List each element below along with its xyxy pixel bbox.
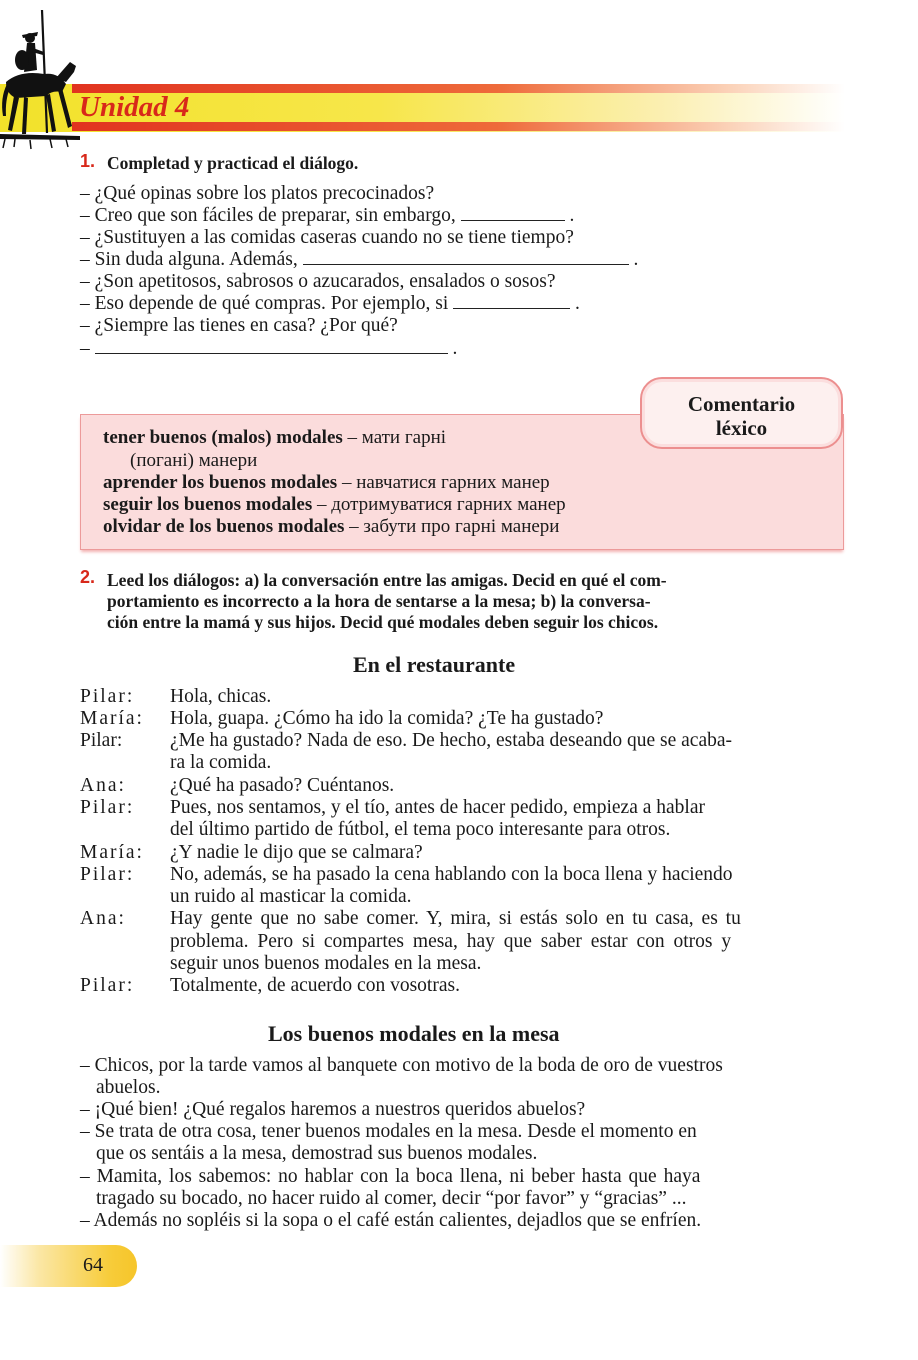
dialogue-line: – Chicos, por la tarde vamos al banquete con motivo de la boda de oro de vuestros: [80, 1055, 723, 1076]
exercise-title: Completad y practicad el diálogo.: [107, 153, 359, 173]
badge-line: léxico: [715, 416, 768, 440]
exercise-instruction-line: portamiento es incorrecto a la hora de sentarse a la mesa; b) la conversa-: [107, 591, 651, 611]
badge-line: Comentario: [687, 392, 796, 416]
lexical-entry: olvidar de los buenos modales – забути про гарні манери: [103, 516, 560, 537]
section-title: Los buenos modales en la mesa: [268, 1021, 560, 1046]
dialogue-text: ¿Me ha gustado? Nada de eso. De hecho, estaba deseando que se acaba-: [170, 730, 732, 751]
dialogue-text: problema. Pero si compartes mesa, hay que saber estar con otros y: [170, 931, 732, 952]
dialogue-line: – ¿Son apetitosos, sabrosos o azucarados, ensalados o sosos?: [80, 271, 556, 292]
speaker-name: Pilar:: [80, 975, 135, 996]
dialogue-line: abuelos.: [96, 1077, 161, 1098]
dialogue-text: Hola, chicas.: [170, 686, 272, 707]
dialogue-line: – Creo que son fáciles de preparar, sin embargo, .: [80, 205, 575, 226]
fill-in-blank[interactable]: [461, 206, 565, 221]
dialogue-text: Hay gente que no sabe comer. Y, mira, si estás solo en tu casa, es tu: [170, 908, 741, 929]
dialogue-line: – ¡Qué bien! ¿Qué regalos haremos a nuestros queridos abuelos?: [80, 1099, 586, 1120]
dialogue-text: Pues, nos sentamos, y el tío, antes de hacer pedido, empieza a hablar: [170, 797, 705, 818]
dialogue-line: – Además no sopléis si la sopa o el café están calientes, dejadlos que se enfríen.: [80, 1210, 702, 1231]
dialogue-line: – ¿Sustituyen a las comidas caseras cuando no se tiene tiempo?: [80, 227, 574, 248]
speaker-name: María:: [80, 842, 144, 863]
exercise-number: 2.: [80, 567, 96, 587]
dialogue-line: – Se trata de otra cosa, tener buenos modales en la mesa. Desde el momento en: [80, 1121, 697, 1142]
dialogue-text: Hola, guapa. ¿Cómo ha ido la comida? ¿Te ha gustado?: [170, 708, 604, 729]
page-number-tab: [0, 1245, 137, 1287]
dialogue-line: tragado su bocado, no hacer ruido al comer, decir “por favor” y “gracias” ...: [96, 1188, 687, 1209]
dialogue-line: – ¿Qué opinas sobre los platos precocinados?: [80, 183, 435, 204]
dialogue-text: ra la comida.: [170, 752, 272, 773]
dialogue-line: – ¿Siempre las tienes en casa? ¿Por qué?: [80, 315, 398, 336]
dialogue-line: que os sentáis a la mesa, demostrad sus buenos modales.: [96, 1143, 538, 1164]
dialogue-text: Totalmente, de acuerdo con vosotras.: [170, 975, 460, 996]
speaker-name: Pilar:: [80, 797, 135, 818]
dialogue-line: – Eso depende de qué compras. Por ejemplo, si .: [80, 293, 580, 314]
lexical-entry: aprender los buenos modales – навчатися гарних манер: [103, 472, 550, 493]
dialogue-text: ¿Y nadie le dijo que se calmara?: [170, 842, 423, 863]
exercise-number: 1.: [80, 151, 96, 171]
exercise-instruction-line: Leed los diálogos: a) la conversación entre las amigas. Decid en qué el com-: [107, 570, 667, 590]
dialogue-line: – Mamita, los sabemos: no hablar con la boca llena, ni beber hasta que haya: [80, 1166, 701, 1187]
dialogue-text: No, además, se ha pasado la cena hablando con la boca llena y haciendo: [170, 864, 733, 885]
section-title: En el restaurante: [353, 652, 516, 677]
speaker-name: Ana:: [80, 908, 126, 929]
speaker-name: María:: [80, 708, 144, 729]
speaker-name: Pilar:: [80, 864, 135, 885]
speaker-name: Ana:: [80, 775, 126, 796]
dialogue-text: seguir unos buenos modales en la mesa.: [170, 953, 482, 974]
dialogue-line: – Sin duda alguna. Además, .: [80, 249, 639, 270]
dialogue-text: del último partido de fútbol, el tema poco interesante para otros.: [170, 819, 671, 840]
don-quixote-icon: [0, 8, 80, 150]
dialogue-line: – .: [80, 338, 458, 359]
page-number: 64: [83, 1254, 103, 1276]
dialogue-text: un ruido al masticar la comida.: [170, 886, 412, 907]
unit-title: Unidad 4: [79, 91, 190, 123]
lexical-entry: tener buenos (malos) modales – мати гарні: [103, 427, 447, 448]
lexical-entry: seguir los buenos modales – дотримуватися гарних манер: [103, 494, 566, 515]
fill-in-blank[interactable]: [303, 250, 629, 265]
speaker-name: Pilar:: [80, 730, 123, 751]
fill-in-blank[interactable]: [453, 294, 570, 309]
speaker-name: Pilar:: [80, 686, 135, 707]
dialogue-text: ¿Qué ha pasado? Cuéntanos.: [170, 775, 395, 796]
exercise-instruction-line: ción entre la mamá y sus hijos. Decid qué modales deben seguir los chicos.: [107, 612, 659, 632]
lexical-entry-continuation: (погані) манери: [130, 450, 258, 471]
fill-in-blank[interactable]: [95, 339, 448, 354]
lexical-comment-badge: [640, 377, 843, 449]
